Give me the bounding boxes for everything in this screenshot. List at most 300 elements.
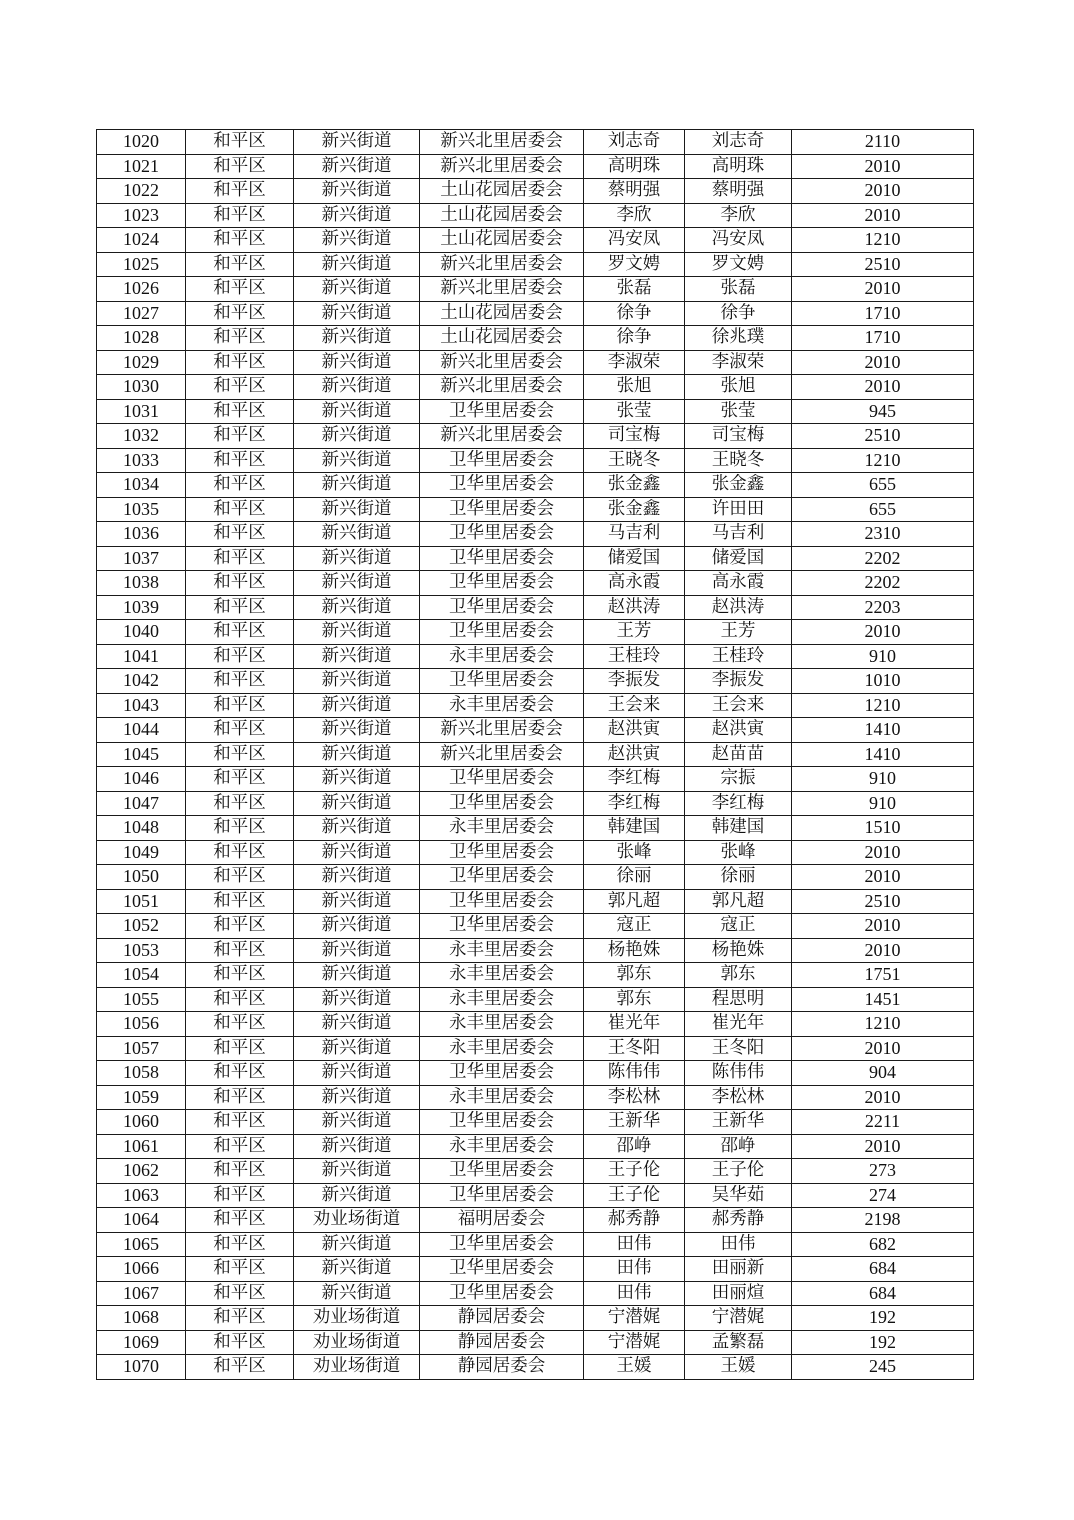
table-row [97,130,974,155]
row-number-cell: 1063 [97,1183,186,1208]
applicant-name-cell: 宁潜娓 [584,1306,685,1331]
applicant-name-cell: 田伟 [584,1281,685,1306]
amount-cell: 2211 [792,1110,974,1135]
member-name-cell: 王会来 [685,693,792,718]
amount-cell: 682 [792,1232,974,1257]
table-row [97,375,974,400]
neighborhood-committee-cell: 永丰里居委会 [420,963,584,988]
member-name-cell: 寇正 [685,914,792,939]
row-number-cell: 1026 [97,277,186,302]
district-cell: 和平区 [186,1330,294,1355]
street-office-cell: 新兴街道 [294,938,420,963]
member-name-cell: 徐争 [685,301,792,326]
neighborhood-committee-cell: 卫华里居委会 [420,914,584,939]
district-cell: 和平区 [186,301,294,326]
member-name-cell: 赵洪寅 [685,718,792,743]
amount-cell: 1451 [792,987,974,1012]
row-number-cell: 1024 [97,228,186,253]
row-number-cell: 1066 [97,1257,186,1282]
member-name-cell: 王冬阳 [685,1036,792,1061]
row-number-cell: 1023 [97,203,186,228]
street-office-cell: 新兴街道 [294,620,420,645]
street-office-cell: 新兴街道 [294,644,420,669]
street-office-cell: 新兴街道 [294,840,420,865]
street-office-cell: 新兴街道 [294,424,420,449]
applicant-name-cell: 田伟 [584,1232,685,1257]
neighborhood-committee-cell: 土山花园居委会 [420,179,584,204]
street-office-cell: 新兴街道 [294,1183,420,1208]
neighborhood-committee-cell: 永丰里居委会 [420,1012,584,1037]
amount-cell: 2198 [792,1208,974,1233]
table-row [97,228,974,253]
member-name-cell: 李红梅 [685,791,792,816]
neighborhood-committee-cell: 新兴北里居委会 [420,718,584,743]
member-name-cell: 张峰 [685,840,792,865]
member-name-cell: 陈伟伟 [685,1061,792,1086]
district-cell: 和平区 [186,889,294,914]
row-number-cell: 1062 [97,1159,186,1184]
member-name-cell: 吴华茹 [685,1183,792,1208]
member-name-cell: 王媛 [685,1355,792,1380]
row-number-cell: 1047 [97,791,186,816]
neighborhood-committee-cell: 新兴北里居委会 [420,252,584,277]
applicant-name-cell: 张旭 [584,375,685,400]
street-office-cell: 劝业场街道 [294,1330,420,1355]
district-cell: 和平区 [186,669,294,694]
applicant-name-cell: 蔡明强 [584,179,685,204]
street-office-cell: 新兴街道 [294,1110,420,1135]
applicant-name-cell: 张磊 [584,277,685,302]
district-cell: 和平区 [186,130,294,155]
row-number-cell: 1021 [97,154,186,179]
applicant-name-cell: 张金鑫 [584,497,685,522]
member-name-cell: 张莹 [685,399,792,424]
member-name-cell: 田伟 [685,1232,792,1257]
neighborhood-committee-cell: 新兴北里居委会 [420,424,584,449]
district-cell: 和平区 [186,791,294,816]
applicant-name-cell: 张峰 [584,840,685,865]
amount-cell: 274 [792,1183,974,1208]
row-number-cell: 1069 [97,1330,186,1355]
member-name-cell: 冯安凤 [685,228,792,253]
row-number-cell: 1057 [97,1036,186,1061]
table-row [97,742,974,767]
street-office-cell: 新兴街道 [294,473,420,498]
member-name-cell: 郭东 [685,963,792,988]
applicant-name-cell: 冯安凤 [584,228,685,253]
neighborhood-committee-cell: 静园居委会 [420,1330,584,1355]
district-cell: 和平区 [186,1257,294,1282]
neighborhood-committee-cell: 静园居委会 [420,1306,584,1331]
row-number-cell: 1022 [97,179,186,204]
table-row [97,277,974,302]
neighborhood-committee-cell: 永丰里居委会 [420,987,584,1012]
district-cell: 和平区 [186,179,294,204]
street-office-cell: 新兴街道 [294,375,420,400]
district-cell: 和平区 [186,767,294,792]
row-number-cell: 1029 [97,350,186,375]
row-number-cell: 1050 [97,865,186,890]
district-cell: 和平区 [186,816,294,841]
street-office-cell: 新兴街道 [294,914,420,939]
amount-cell: 655 [792,497,974,522]
table-row [97,473,974,498]
amount-cell: 1210 [792,1012,974,1037]
neighborhood-committee-cell: 卫华里居委会 [420,1183,584,1208]
neighborhood-committee-cell: 新兴北里居委会 [420,350,584,375]
amount-cell: 2010 [792,277,974,302]
applicant-name-cell: 田伟 [584,1257,685,1282]
row-number-cell: 1051 [97,889,186,914]
street-office-cell: 新兴街道 [294,767,420,792]
neighborhood-committee-cell: 卫华里居委会 [420,889,584,914]
amount-cell: 2110 [792,130,974,155]
member-name-cell: 田丽煊 [685,1281,792,1306]
row-number-cell: 1033 [97,448,186,473]
row-number-cell: 1068 [97,1306,186,1331]
district-cell: 和平区 [186,718,294,743]
member-name-cell: 邵峥 [685,1134,792,1159]
table-row [97,1134,974,1159]
district-cell: 和平区 [186,448,294,473]
street-office-cell: 新兴街道 [294,1232,420,1257]
district-cell: 和平区 [186,840,294,865]
district-cell: 和平区 [186,1085,294,1110]
street-office-cell: 新兴街道 [294,1257,420,1282]
row-number-cell: 1030 [97,375,186,400]
table-row [97,669,974,694]
member-name-cell: 王子伦 [685,1159,792,1184]
street-office-cell: 新兴街道 [294,350,420,375]
amount-cell: 1210 [792,228,974,253]
table-row [97,816,974,841]
row-number-cell: 1036 [97,522,186,547]
member-name-cell: 王芳 [685,620,792,645]
row-number-cell: 1061 [97,1134,186,1159]
street-office-cell: 新兴街道 [294,963,420,988]
member-name-cell: 郝秀静 [685,1208,792,1233]
amount-cell: 2010 [792,1134,974,1159]
district-cell: 和平区 [186,1036,294,1061]
street-office-cell: 新兴街道 [294,448,420,473]
table-row [97,865,974,890]
amount-cell: 2010 [792,1085,974,1110]
district-cell: 和平区 [186,1183,294,1208]
district-cell: 和平区 [186,1159,294,1184]
table-row [97,693,974,718]
street-office-cell: 新兴街道 [294,546,420,571]
member-name-cell: 宁潜娓 [685,1306,792,1331]
applicant-name-cell: 马吉利 [584,522,685,547]
row-number-cell: 1046 [97,767,186,792]
neighborhood-committee-cell: 新兴北里居委会 [420,742,584,767]
row-number-cell: 1048 [97,816,186,841]
row-number-cell: 1045 [97,742,186,767]
neighborhood-committee-cell: 新兴北里居委会 [420,130,584,155]
row-number-cell: 1043 [97,693,186,718]
amount-cell: 2310 [792,522,974,547]
applicant-name-cell: 赵洪涛 [584,595,685,620]
neighborhood-committee-cell: 新兴北里居委会 [420,375,584,400]
member-name-cell: 孟繁磊 [685,1330,792,1355]
applicant-name-cell: 李振发 [584,669,685,694]
table-row [97,1208,974,1233]
neighborhood-committee-cell: 卫华里居委会 [420,448,584,473]
neighborhood-committee-cell: 静园居委会 [420,1355,584,1380]
applicant-name-cell: 王芳 [584,620,685,645]
amount-cell: 1010 [792,669,974,694]
amount-cell: 684 [792,1281,974,1306]
street-office-cell: 新兴街道 [294,1085,420,1110]
street-office-cell: 新兴街道 [294,252,420,277]
district-cell: 和平区 [186,228,294,253]
applicant-name-cell: 王媛 [584,1355,685,1380]
street-office-cell: 新兴街道 [294,791,420,816]
member-name-cell: 高明珠 [685,154,792,179]
neighborhood-committee-cell: 卫华里居委会 [420,399,584,424]
amount-cell: 2010 [792,865,974,890]
applicant-name-cell: 王新华 [584,1110,685,1135]
member-name-cell: 赵苗苗 [685,742,792,767]
table-row [97,326,974,351]
district-cell: 和平区 [186,277,294,302]
amount-cell: 2010 [792,1036,974,1061]
district-cell: 和平区 [186,375,294,400]
applicant-name-cell: 崔光年 [584,1012,685,1037]
amount-cell: 910 [792,644,974,669]
row-number-cell: 1056 [97,1012,186,1037]
table-row [97,1355,974,1380]
amount-cell: 2010 [792,179,974,204]
table-row [97,1036,974,1061]
neighborhood-committee-cell: 福明居委会 [420,1208,584,1233]
district-cell: 和平区 [186,1061,294,1086]
neighborhood-committee-cell: 永丰里居委会 [420,1085,584,1110]
row-number-cell: 1039 [97,595,186,620]
applicant-name-cell: 李松林 [584,1085,685,1110]
table-row [97,644,974,669]
district-cell: 和平区 [186,424,294,449]
street-office-cell: 新兴街道 [294,326,420,351]
street-office-cell: 劝业场街道 [294,1306,420,1331]
row-number-cell: 1054 [97,963,186,988]
street-office-cell: 新兴街道 [294,816,420,841]
table-row [97,791,974,816]
table-row [97,448,974,473]
amount-cell: 1710 [792,326,974,351]
member-name-cell: 高永霞 [685,571,792,596]
street-office-cell: 新兴街道 [294,1036,420,1061]
district-cell: 和平区 [186,620,294,645]
district-cell: 和平区 [186,963,294,988]
row-number-cell: 1032 [97,424,186,449]
district-cell: 和平区 [186,742,294,767]
amount-cell: 910 [792,791,974,816]
amount-cell: 2010 [792,154,974,179]
amount-cell: 1210 [792,448,974,473]
row-number-cell: 1028 [97,326,186,351]
table-row [97,840,974,865]
table-row [97,497,974,522]
district-cell: 和平区 [186,1208,294,1233]
table-row [97,1012,974,1037]
applicant-name-cell: 王会来 [584,693,685,718]
district-cell: 和平区 [186,154,294,179]
applicant-name-cell: 李红梅 [584,767,685,792]
amount-cell: 945 [792,399,974,424]
street-office-cell: 新兴街道 [294,987,420,1012]
applicant-name-cell: 王子伦 [584,1183,685,1208]
table-row [97,1061,974,1086]
street-office-cell: 劝业场街道 [294,1355,420,1380]
applicant-name-cell: 郭凡超 [584,889,685,914]
amount-cell: 684 [792,1257,974,1282]
neighborhood-committee-cell: 卫华里居委会 [420,1110,584,1135]
applicant-name-cell: 张莹 [584,399,685,424]
member-name-cell: 韩建国 [685,816,792,841]
amount-cell: 2510 [792,424,974,449]
neighborhood-committee-cell: 土山花园居委会 [420,326,584,351]
street-office-cell: 新兴街道 [294,301,420,326]
row-number-cell: 1059 [97,1085,186,1110]
amount-cell: 1710 [792,301,974,326]
applicant-name-cell: 李欣 [584,203,685,228]
member-name-cell: 蔡明强 [685,179,792,204]
applicant-name-cell: 张金鑫 [584,473,685,498]
table-row [97,571,974,596]
member-name-cell: 刘志奇 [685,130,792,155]
row-number-cell: 1020 [97,130,186,155]
street-office-cell: 新兴街道 [294,399,420,424]
applicant-name-cell: 赵洪寅 [584,742,685,767]
member-name-cell: 李松林 [685,1085,792,1110]
member-name-cell: 郭凡超 [685,889,792,914]
table-row [97,1183,974,1208]
applicant-name-cell: 韩建国 [584,816,685,841]
member-name-cell: 李淑荣 [685,350,792,375]
data-table [96,129,974,1380]
amount-cell: 1410 [792,718,974,743]
amount-cell: 2010 [792,203,974,228]
street-office-cell: 新兴街道 [294,1061,420,1086]
applicant-name-cell: 郭东 [584,987,685,1012]
row-number-cell: 1027 [97,301,186,326]
neighborhood-committee-cell: 卫华里居委会 [420,595,584,620]
row-number-cell: 1044 [97,718,186,743]
table-row [97,179,974,204]
table-row [97,889,974,914]
neighborhood-committee-cell: 卫华里居委会 [420,497,584,522]
member-name-cell: 李欣 [685,203,792,228]
row-number-cell: 1035 [97,497,186,522]
table-row [97,620,974,645]
applicant-name-cell: 徐丽 [584,865,685,890]
row-number-cell: 1070 [97,1355,186,1380]
amount-cell: 1210 [792,693,974,718]
table-row [97,1257,974,1282]
amount-cell: 1410 [792,742,974,767]
row-number-cell: 1060 [97,1110,186,1135]
member-name-cell: 王桂玲 [685,644,792,669]
neighborhood-committee-cell: 永丰里居委会 [420,1036,584,1061]
district-cell: 和平区 [186,644,294,669]
neighborhood-committee-cell: 永丰里居委会 [420,693,584,718]
street-office-cell: 新兴街道 [294,742,420,767]
district-cell: 和平区 [186,693,294,718]
neighborhood-committee-cell: 卫华里居委会 [420,522,584,547]
applicant-name-cell: 寇正 [584,914,685,939]
member-name-cell: 张磊 [685,277,792,302]
table-row [97,1306,974,1331]
member-name-cell: 王晓冬 [685,448,792,473]
member-name-cell: 徐兆璞 [685,326,792,351]
neighborhood-committee-cell: 永丰里居委会 [420,1134,584,1159]
street-office-cell: 新兴街道 [294,228,420,253]
applicant-name-cell: 杨艳姝 [584,938,685,963]
row-number-cell: 1067 [97,1281,186,1306]
street-office-cell: 新兴街道 [294,693,420,718]
district-cell: 和平区 [186,252,294,277]
amount-cell: 245 [792,1355,974,1380]
table-row [97,767,974,792]
table-row [97,963,974,988]
neighborhood-committee-cell: 卫华里居委会 [420,546,584,571]
neighborhood-committee-cell: 永丰里居委会 [420,938,584,963]
district-cell: 和平区 [186,938,294,963]
applicant-name-cell: 邵峥 [584,1134,685,1159]
neighborhood-committee-cell: 土山花园居委会 [420,301,584,326]
table-row [97,252,974,277]
street-office-cell: 新兴街道 [294,595,420,620]
table-row [97,399,974,424]
row-number-cell: 1037 [97,546,186,571]
neighborhood-committee-cell: 卫华里居委会 [420,767,584,792]
neighborhood-committee-cell: 卫华里居委会 [420,620,584,645]
neighborhood-committee-cell: 卫华里居委会 [420,473,584,498]
amount-cell: 2010 [792,938,974,963]
table-row [97,914,974,939]
member-name-cell: 司宝梅 [685,424,792,449]
neighborhood-committee-cell: 新兴北里居委会 [420,154,584,179]
amount-cell: 910 [792,767,974,792]
row-number-cell: 1053 [97,938,186,963]
street-office-cell: 新兴街道 [294,130,420,155]
amount-cell: 1510 [792,816,974,841]
applicant-name-cell: 宁潜娓 [584,1330,685,1355]
applicant-name-cell: 陈伟伟 [584,1061,685,1086]
member-name-cell: 程思明 [685,987,792,1012]
row-number-cell: 1025 [97,252,186,277]
amount-cell: 2010 [792,914,974,939]
district-cell: 和平区 [186,1232,294,1257]
neighborhood-committee-cell: 土山花园居委会 [420,203,584,228]
street-office-cell: 新兴街道 [294,1012,420,1037]
member-name-cell: 张金鑫 [685,473,792,498]
applicant-name-cell: 司宝梅 [584,424,685,449]
table-row [97,301,974,326]
street-office-cell: 新兴街道 [294,865,420,890]
district-cell: 和平区 [186,546,294,571]
neighborhood-committee-cell: 卫华里居委会 [420,1159,584,1184]
member-name-cell: 张旭 [685,375,792,400]
member-name-cell: 马吉利 [685,522,792,547]
applicant-name-cell: 罗文娉 [584,252,685,277]
row-number-cell: 1052 [97,914,186,939]
table-row [97,203,974,228]
amount-cell: 192 [792,1306,974,1331]
district-cell: 和平区 [186,1110,294,1135]
district-cell: 和平区 [186,1355,294,1380]
